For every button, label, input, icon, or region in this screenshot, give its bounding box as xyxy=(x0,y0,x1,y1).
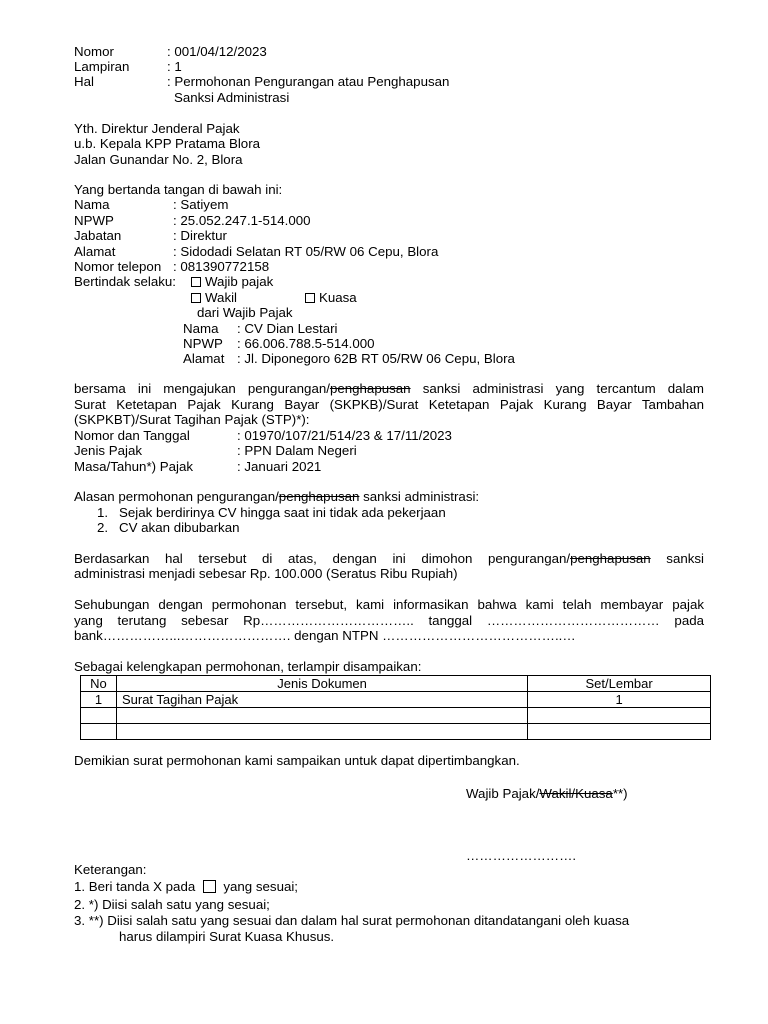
signer-jabatan-value: : Direktur xyxy=(173,228,227,243)
request-line-2: Surat Ketetapan Pajak Kurang Bayar (SKPKB)/Surat Ketetapan Pajak Kurang Bayar Tambahan xyxy=(74,397,704,412)
reason-number: 2. xyxy=(97,520,109,535)
attachments-intro: Sebagai kelengkapan permohonan, terlampir disampaikan: xyxy=(74,659,422,674)
option-label: Kuasa xyxy=(319,290,357,305)
bertindak-label: Bertindak selaku: xyxy=(74,274,176,289)
table-row xyxy=(81,708,711,724)
signer-nama-value: : Satiyem xyxy=(173,197,229,212)
table-cell xyxy=(116,708,527,724)
checkbox-icon[interactable] xyxy=(305,293,315,303)
recipient-line: Jalan Gunandar No. 2, Blora xyxy=(74,152,243,167)
closing-text: Demikian surat permohonan kami sampaikan untuk dapat dipertimbangkan. xyxy=(74,753,520,768)
table-cell xyxy=(528,708,711,724)
table-row xyxy=(81,724,711,740)
option-kuasa[interactable] xyxy=(305,290,357,305)
table-cell: Surat Tagihan Pajak xyxy=(116,692,527,708)
dari-wajib-pajak: dari Wajib Pajak xyxy=(197,305,293,320)
struck-text: Wakil/Kuasa xyxy=(539,786,613,801)
table-cell: 1 xyxy=(528,692,711,708)
option-wakil[interactable] xyxy=(191,290,237,305)
masa-pajak-label: Masa/Tahun*) Pajak xyxy=(74,459,193,474)
signer-npwp-label: NPWP xyxy=(74,213,114,228)
note-item: 2. *) Diisi salah satu yang sesuai; xyxy=(74,897,270,912)
note-item-cont: harus dilampiri Surat Kuasa Khusus. xyxy=(119,929,335,944)
struck-text: penghapusan xyxy=(329,381,411,396)
table-cell xyxy=(116,724,527,740)
taxpayer-alamat-label: Alamat xyxy=(183,351,225,366)
recipient-line: u.b. Kepala KPP Pratama Blora xyxy=(74,136,261,151)
payment-line-1: Sehubungan dengan permohonan tersebut, kami informasikan bahwa kami telah membayar pajak xyxy=(74,597,704,612)
option-wajib-pajak[interactable] xyxy=(191,274,273,289)
signature-role: Wajib Pajak/Wakil/Kuasa**) xyxy=(466,786,628,801)
struck-text: penghapusan xyxy=(570,551,651,566)
jenis-pajak-value: : PPN Dalam Negeri xyxy=(237,443,357,458)
taxpayer-nama-label: Nama xyxy=(183,321,219,336)
signer-telepon-value: : 081390772158 xyxy=(173,259,270,274)
table-cell: 1 xyxy=(81,692,117,708)
basis-line-2: administrasi menjadi sebesar Rp. 100.000 (Seratus Ribu Rupiah) xyxy=(74,566,458,581)
hal-value-cont: Sanksi Administrasi xyxy=(174,90,290,105)
hal-value: : Permohonan Pengurangan atau Penghapusan xyxy=(167,74,450,89)
request-line-1: bersama ini mengajukan pengurangan/penghapusan sanksi administrasi yang tercantum dalam xyxy=(74,381,705,396)
table-header-row xyxy=(81,676,711,692)
basis-line-1: Berdasarkan hal tersebut di atas, dengan ini dimohon pengurangan/penghapusan sanksi xyxy=(74,551,704,566)
attachments-table xyxy=(80,675,711,740)
lampiran-value: : 1 xyxy=(167,59,182,74)
notes-title: Keterangan: xyxy=(74,862,147,877)
signer-alamat-value: : Sidodadi Selatan RT 05/RW 06 Cepu, Blora xyxy=(173,244,439,259)
header-set-lembar: Set/Lembar xyxy=(528,676,711,692)
header-no: No xyxy=(81,676,117,692)
option-label: Wajib pajak xyxy=(205,274,274,289)
table-cell xyxy=(528,724,711,740)
taxpayer-npwp-value: : 66.006.788.5-514.000 xyxy=(237,336,375,351)
nomor-tanggal-value: : 01970/107/21/514/23 & 17/11/2023 xyxy=(237,428,452,443)
signature-line: ……………………. xyxy=(466,848,577,863)
signer-npwp-value: : 25.052.247.1-514.000 xyxy=(173,213,311,228)
signer-telepon-label: Nomor telepon xyxy=(74,259,162,274)
reasons-intro: Alasan permohonan pengurangan/penghapusan sanksi administrasi: xyxy=(74,489,480,504)
nomor-tanggal-label: Nomor dan Tanggal xyxy=(74,428,190,443)
hal-label: Hal xyxy=(74,74,94,89)
note-item: 1. Beri tanda X pada yang sesuai; xyxy=(74,879,299,894)
signer-nama-label: Nama xyxy=(74,197,110,212)
table-cell xyxy=(81,724,117,740)
payment-line-2: yang terutang sebesar Rp…………………………….. tanggal ………………………………… pada xyxy=(74,613,704,628)
signer-alamat-label: Alamat xyxy=(74,244,116,259)
recipient-line: Yth. Direktur Jenderal Pajak xyxy=(74,121,240,136)
masa-pajak-value: : Januari 2021 xyxy=(237,459,322,474)
taxpayer-npwp-label: NPWP xyxy=(183,336,223,351)
checkbox-icon[interactable] xyxy=(191,293,201,303)
request-line-3: (SKPKBT)/Surat Tagihan Pajak (STP)*): xyxy=(74,412,310,427)
taxpayer-alamat-value: : Jl. Diponegoro 62B RT 05/RW 06 Cepu, Blora xyxy=(237,351,515,366)
option-label: Wakil xyxy=(205,290,238,305)
signer-intro: Yang bertanda tangan di bawah ini: xyxy=(74,182,283,197)
table-row xyxy=(81,692,711,708)
header-jenis-dokumen: Jenis Dokumen xyxy=(116,676,527,692)
taxpayer-nama-value: : CV Dian Lestari xyxy=(237,321,338,336)
reason-item: CV akan dibubarkan xyxy=(119,520,240,535)
lampiran-label: Lampiran xyxy=(74,59,130,74)
reason-number: 1. xyxy=(97,505,109,520)
table-cell xyxy=(81,708,117,724)
nomor-label: Nomor xyxy=(74,44,114,59)
checkbox-icon[interactable] xyxy=(191,277,201,287)
checkbox-icon xyxy=(203,880,216,893)
note-item: 3. **) Diisi salah satu yang sesuai dan dalam hal surat permohonan ditandatangani oleh kuasa xyxy=(74,913,630,928)
jenis-pajak-label: Jenis Pajak xyxy=(74,443,142,458)
reason-item: Sejak berdirinya CV hingga saat ini tidak ada pekerjaan xyxy=(119,505,446,520)
payment-line-3: bank……………...……………………. dengan NTPN …………………………………..… xyxy=(74,628,576,643)
struck-text: penghapusan xyxy=(278,489,360,504)
signer-jabatan-label: Jabatan xyxy=(74,228,122,243)
nomor-value: : 001/04/12/2023 xyxy=(167,44,267,59)
